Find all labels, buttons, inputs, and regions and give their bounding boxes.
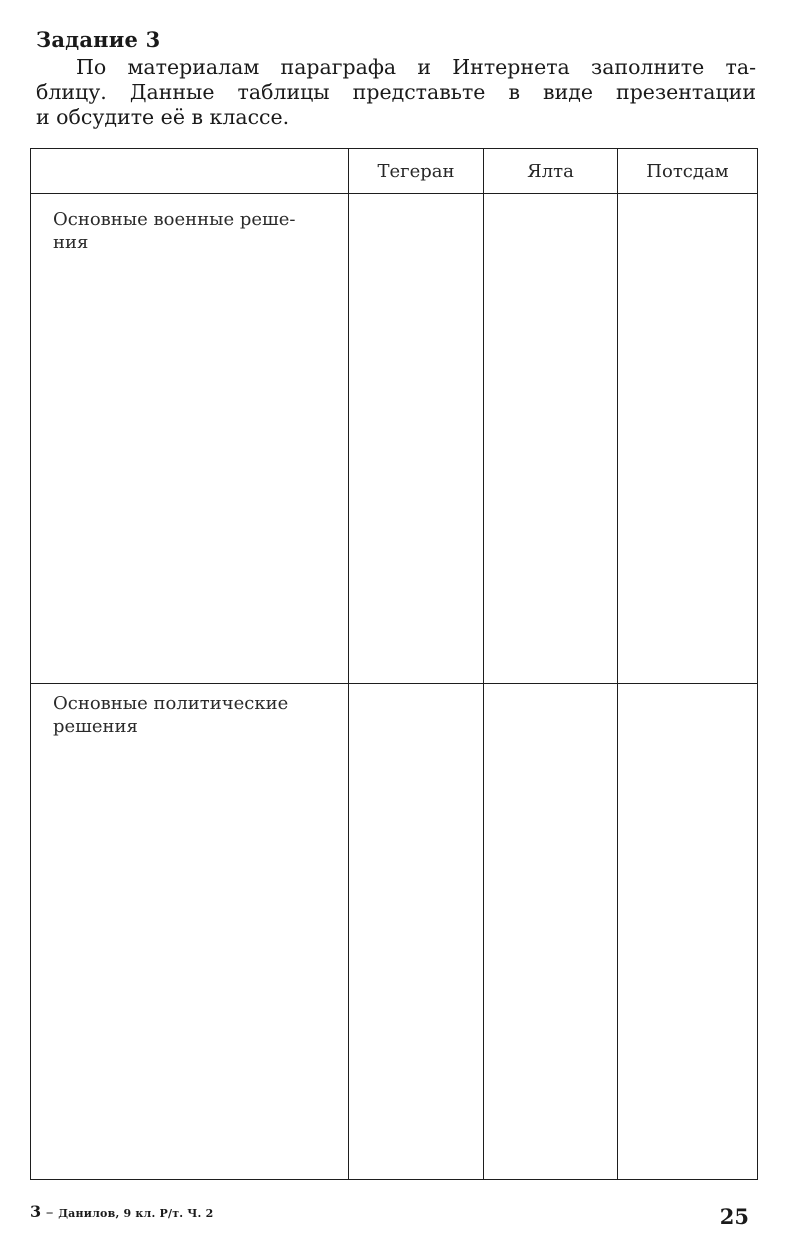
task-text-line-1: По материалам параграфа и Интернета заполните та-: [76, 55, 756, 79]
task-text-line-3: и обсудите её в классе.: [36, 105, 290, 129]
worksheet-table: [30, 148, 758, 1180]
task-instructions: [36, 55, 756, 130]
table-header-corner: [31, 149, 349, 194]
column-header-potsdam: Потсдам: [618, 149, 758, 194]
signature-number: 3: [30, 1202, 42, 1221]
row-label-political-line-1: Основные политические: [53, 693, 289, 714]
page-number: 25: [719, 1204, 749, 1229]
column-header-tehran: Тегеран: [349, 149, 484, 194]
answer-cell-political-yalta[interactable]: [484, 684, 618, 1180]
row-label-military-line-2: ния: [53, 232, 89, 253]
table-row-political: [31, 684, 758, 1180]
answer-cell-military-tehran[interactable]: [349, 194, 484, 684]
answer-cell-military-potsdam[interactable]: [618, 194, 758, 684]
task-title: Задание 3: [36, 27, 161, 52]
row-label-military-line-1: Основные военные реше-: [53, 209, 296, 230]
printer-signature: [30, 1202, 213, 1221]
row-label-political-line-2: решения: [53, 716, 138, 737]
column-header-yalta: Ялта: [484, 149, 618, 194]
table-row-military: [31, 194, 758, 684]
answer-cell-political-potsdam[interactable]: [618, 684, 758, 1180]
task-text-line-2: блицу. Данные таблицы представьте в виде презентации: [36, 80, 756, 104]
answer-cell-military-yalta[interactable]: [484, 194, 618, 684]
table-header-row: [31, 149, 758, 194]
signature-dash: –: [41, 1203, 59, 1221]
signature-source: Данилов, 9 кл. Р/т. Ч. 2: [58, 1207, 214, 1220]
row-label-military: [31, 194, 349, 684]
row-label-political: [31, 684, 349, 1180]
answer-cell-political-tehran[interactable]: [349, 684, 484, 1180]
